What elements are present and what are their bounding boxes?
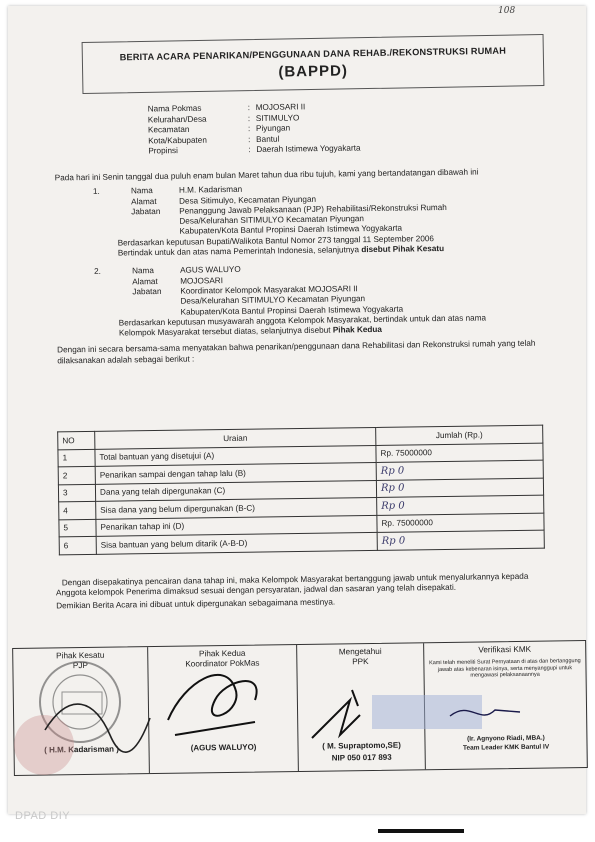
pihak1-signer-name: ( H.M. Kadarisman ) [44,744,119,755]
table-row: 6 Sisa bantuan yang belum ditarik (A-B-D) Rp 0 [59,530,544,554]
info-row: Kelurahan/Desa : SITIMULYO [147,112,300,124]
signature-pihak-kedua: Pihak Kedua Koordinator PokMas (AGUS WALUYO) [148,645,299,773]
signature-ppk: Mengetahui PPK ( M. Supraptomo,SE) NIP 050 017 893 [297,643,426,771]
statement-paragraph: Dengan ini secara bersama-sama menyatakan bahwa penarikan/penggunaan dana Rehabilitasi dan Rekonstruksi rumah yang telah dilaksanakan adalah sebagai berikut : [57,339,536,366]
info-row: Kecamatan : Piyungan [147,123,291,135]
party-1: 1. Nama H.M. Kadarisman Alamat Desa Sitimulyo, Kecamatan Piyungan Jabatan Penanggung Jawab Pelaksanaan (PJP) Rehabilitasi/Rekonstruksi Rumah Desa/Kelurahan SITIMULYO Kecamatan Piyungan Kabupaten/Kota Bantul Propinsi Daerah Istimewa Yogyakarta Berdasarkan keputusan Bupati/Walikota Bantul Nomor 273 tanggal 11 September 2006 Bertindak untuk dan atas nama Pemerintah Indonesia, selanjutnya disebut Pihak Kesatu [55,181,546,260]
closing-paragraph: Dengan disepakatinya pencairan dana tahap ini, maka Kelompok Masyarakat bertanggung jawab untuk menyalurkannya kepada Anggota kelompok Penerima dimaksud sesuai dengan persyaratan, jadwal dan sasaran yang telah disepakati. [55,571,529,598]
signature-pihak-kesatu: Pihak Kesatu PJP ( H.M. Kadarisman ) [13,647,150,775]
ppk-nip: NIP 050 017 893 [331,752,392,763]
table-row: 1 Total bantuan yang disetujui (A) Rp. 75000000 [58,443,543,467]
table-header: NO Uraian Jumlah (Rp.) [58,425,543,449]
party1-name: H.M. Kadarisman [178,185,243,195]
table-row: 3 Dana yang telah dipergunakan (C) Rp 0 [58,478,543,502]
table-row: 4 Sisa dana yang belum dipergunakan (B-C) Rp 0 [59,495,544,519]
pihak2-signer-name: (AGUS WALUYO) [190,742,257,753]
document-title: BERITA ACARA PENARIKAN/PENGGUNAAN DANA REHAB./REKONSTRUKSI RUMAH [119,45,507,63]
document-subtitle: (BAPPD) [278,62,349,81]
party2-name: AGUS WALUYO [179,265,241,276]
kmk-statement: Kami telah meneliti Surat Pernyataan di atas dan bertanggung jawab atas kebenaran isinya, serta menyanggupi untuk mengawasi pelaksanaannya [429,658,581,679]
ppk-signer-name: ( M. Supraptomo,SE) [322,740,401,751]
kmk-signer-name: (Ir. Agnyono Riadi, MBA.) [467,734,545,743]
watermark: DPAD DIY [15,810,71,822]
document-body [55,167,548,367]
pokmas-info [148,102,361,157]
closing-statement: Demikian Berita Acara ini dibuat untuk dipergunakan sebagaimana mestinya. [56,597,336,610]
info-row: Propinsi : Daerah Istimewa Yogyakarta [148,143,361,156]
table-row: 5 Penarikan tahap ini (D) Rp. 75000000 [59,513,544,537]
signature-table [12,640,588,776]
kmk-signer-role: Team Leader KMK Bantul IV [462,743,550,752]
title-box [82,34,545,94]
fund-table [57,425,545,555]
closing-text [56,572,544,612]
party-2: 2. Nama AGUS WALUYO Alamat MOJOSARI Jabatan Koordinator Kelompok Masyarakat MOJOSARI II Desa/Kelurahan SITIMULYO Kecamatan Piyungan Kabupaten/Kota Bantul Propinsi Daerah Istimewa Yogyakarta Berdasarkan keputusan musyawarah anggota Kelompok Masyarakat, bertindak untuk dan atas nama Kelompok Masyarakat tersebut diatas, selanjutnya disebut Pihak Kedua [56,261,547,340]
table-row: 2 Penarikan sampai dengan tahap lalu (B) Rp 0 [58,460,543,484]
page-number: 108 [498,6,516,16]
info-row: Nama Pokmas : MOJOSARI II [147,102,306,114]
info-row: Kota/Kabupaten : Bantul [148,134,280,145]
intro-paragraph: Pada hari ini Senin tanggal dua puluh enam bulan Maret tahun dua ribu tujuh, kami yang bertandatangan dibawah ini [54,167,479,183]
scroll-indicator [378,829,464,833]
signature-kmk: Verifikasi KMK Kami telah meneliti Surat Pernyataan di atas dan bertanggung jawab atas kebenaran isinya, serta menyanggupi untuk mengawasi pelaksanaannya (Ir. Agnyono Riadi, MBA.) Team Leader KMK Bantul IV [424,641,587,769]
